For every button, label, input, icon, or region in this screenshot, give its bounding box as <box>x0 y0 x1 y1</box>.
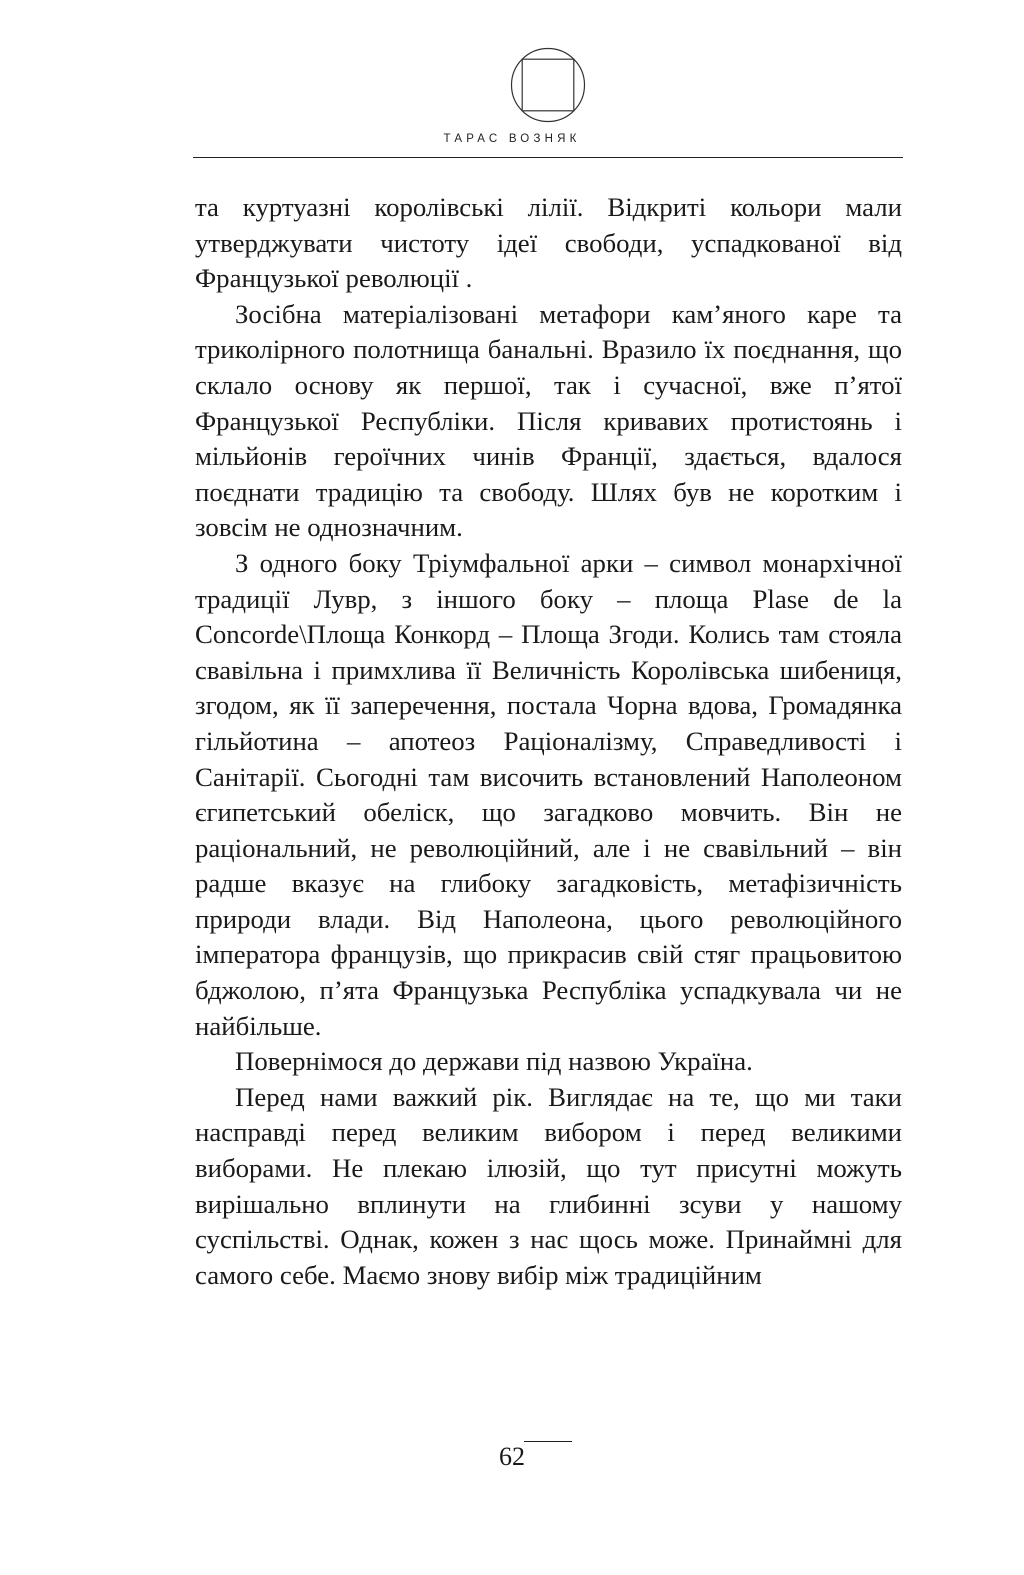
paragraph: Повернімося до держави під назвою Україна. <box>235 1046 753 1077</box>
paragraph: З одного боку Тріумфальної арки – символ монархічної традиції Лувр, з іншого боку – площа Plase de la Concorde\Площа Конкорд – Площа Згоди. Колись там стояла свавільна і примхлива її Величність Королівська шибениця, згодом, як її заперечення, постала Чорна вдова, Громадянка гільйотина – апотеоз Раціоналізму, Справедливості і Санітарії. Сьогодні там височить встановлений Наполеоном єгипетський обеліск, що загадково мовчить. Він не раціональний, не революційний, але і не свавільний – він радше вказує на глибоку загадковість, метафізичність природи влади. Від Наполеона, цього революційного імператора французів, що прикрасив свій стяг працьовитою бджолою, п’ята Французька Республіка успадкувала чи не найбільше. <box>195 547 902 1041</box>
circle-square-logo-icon <box>510 47 586 123</box>
header-divider <box>193 157 903 158</box>
paragraph: Зосібна матеріалізовані метафори кам’яного каре та триколірного полотнища банальні. Вразило їх поєднання, що склало основу як першої, так і сучасної, вже п’ятої Французької Республіки. Після кривавих протистоянь і мільйонів героїчних чинів Франції, здається, вдалося поєднати традицію та свободу. Шлях був не коротким і зовсім не однозначним. <box>195 298 902 543</box>
paragraph: та куртуазні королівські лілії. Відкриті кольори мали утверджувати чистоту ідеї свободи, успадкованої від Французької революції . <box>195 192 902 294</box>
body-text <box>195 190 902 1293</box>
running-header-author: ТАРАС ВОЗНЯК <box>443 133 581 145</box>
paragraph: Перед нами важкий рік. Виглядає на те, що ми таки насправді перед великим вибором і перед великими виборами. Не плекаю ілюзій, що тут присутні можуть вирішально вплинути на глибинні зсуви у нашому суспільстві. Однак, кожен з нас щось може. Принаймні для самого себе. Маємо знову вибір між традиційним <box>195 1081 902 1290</box>
page-number: 62 <box>499 1442 525 1471</box>
